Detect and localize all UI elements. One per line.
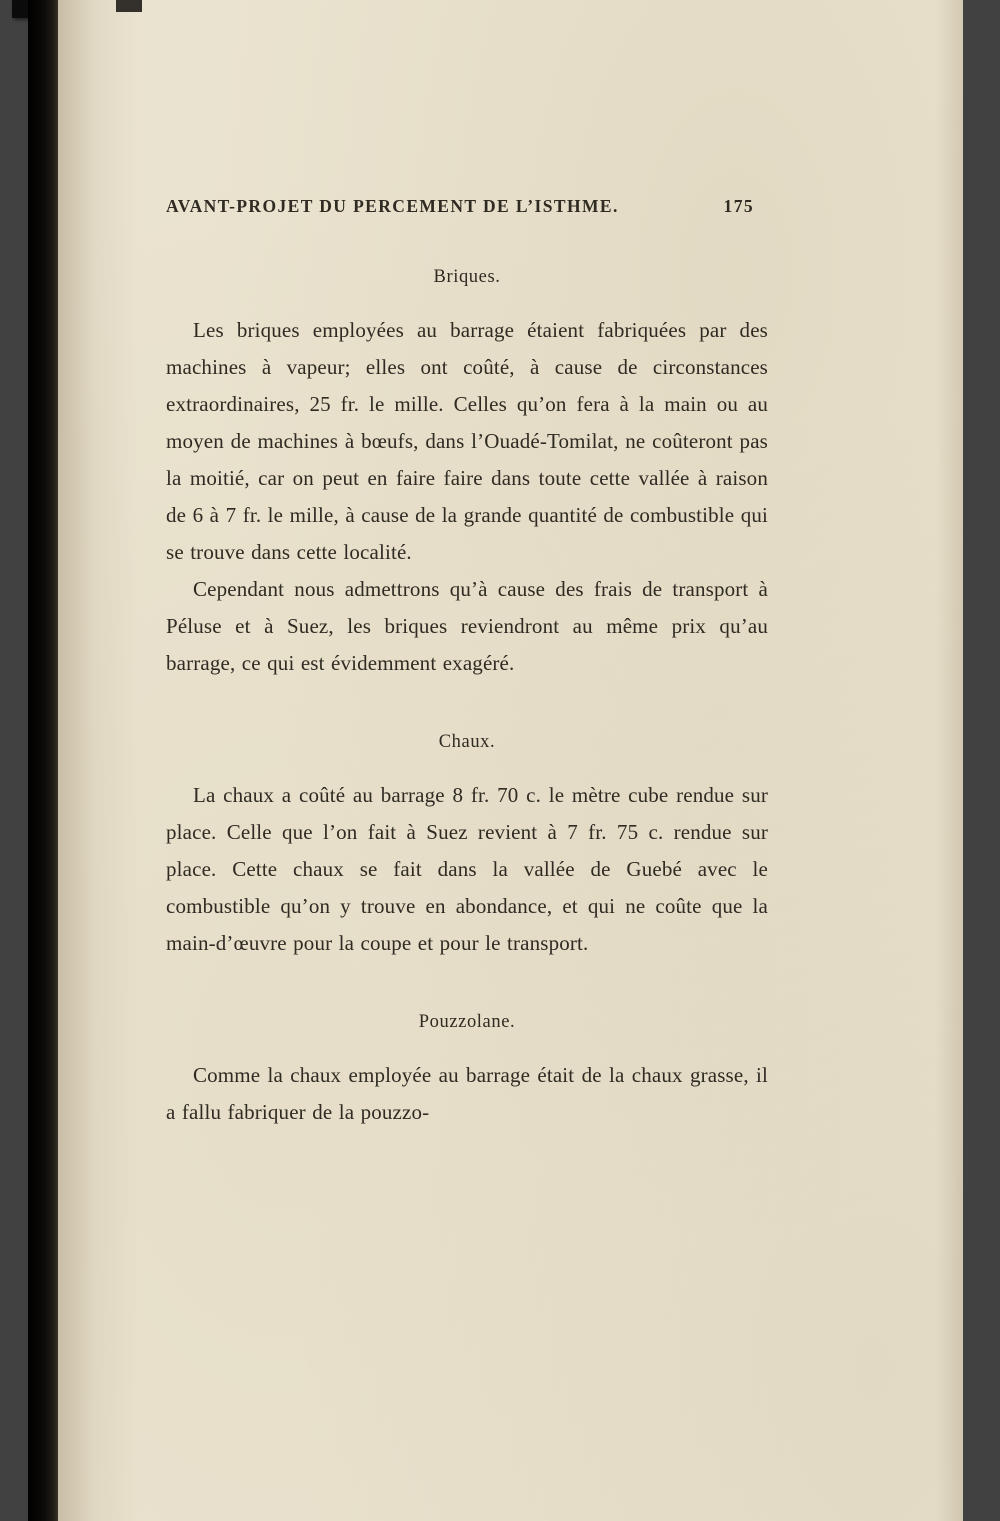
section-heading-chaux: Chaux. xyxy=(438,732,496,752)
paragraph: La chaux a coûté au barrage 8 fr. 70 c. le mètre cube rendue sur place. Celle que l’on fait à Suez revient à 7 fr. 75 c. rendue sur place. Cette chaux se fait dans la vallée de Guebé avec le combustible qu’on y trouve en abondance, et qui ne coûte que la main-d’œuvre pour la coupe et pour le transport. xyxy=(166,783,768,955)
page-top-edge-mark xyxy=(116,0,142,12)
header-title: AVANT-PROJET DU PERCEMENT DE L’ISTHME. xyxy=(166,196,619,216)
paragraph: Les briques employées au barrage étaient fabriquées par des machines à vapeur; elles ont coûté, à cause de circonstances extraordinaires, 25 fr. le mille. Celles qu’on fera à la main ou au moyen de machines à bœufs, dans l’Ouadé-Tomilat, ne coûteront pas la moitié, car on peut en faire faire dans toute cette vallée à raison de 6 à 7 fr. le mille, à cause de la grande quantité de combustible qui se trouve dans cette localité. xyxy=(166,318,768,564)
text-block xyxy=(166,196,768,1131)
paragraph: Comme la chaux employée au barrage était de la chaux grasse, il a fallu fabriquer de la pouzzo- xyxy=(166,1063,768,1124)
section-heading-briques: Briques. xyxy=(433,267,501,287)
book-binding xyxy=(28,0,58,1521)
page-number: 175 xyxy=(723,196,754,216)
section-pouzzolane xyxy=(166,1012,768,1131)
section-chaux xyxy=(166,732,768,962)
paragraph: Cependant nous admettrons qu’à cause des frais de transport à Péluse et à Suez, les briques reviendront au même prix qu’au barrage, ce qui est évidemment exagéré. xyxy=(166,577,768,675)
book-page xyxy=(58,0,963,1521)
running-header xyxy=(166,196,754,217)
section-heading-pouzzolane: Pouzzolane. xyxy=(418,1012,516,1032)
section-briques xyxy=(166,267,768,682)
